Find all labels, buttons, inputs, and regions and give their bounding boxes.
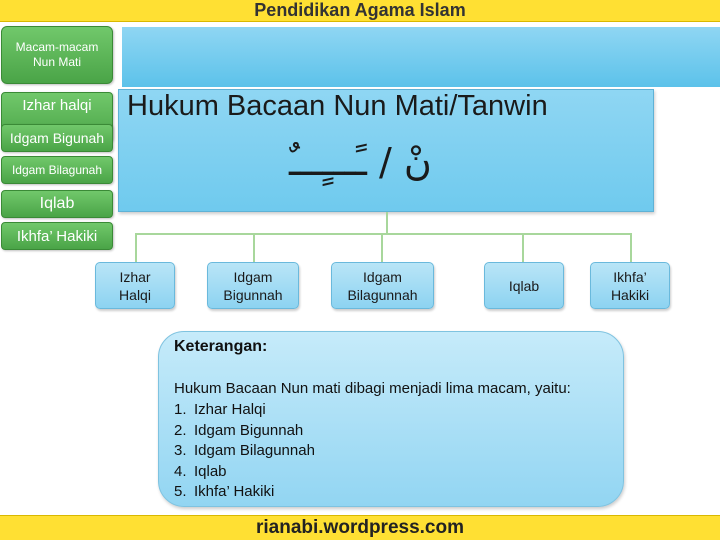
list-item-text: Izhar Halqi [194,401,266,418]
list-item-number: 4. [174,462,187,480]
sidebar-main-line2: Nun Mati [32,55,82,69]
info-intro: Hukum Bacaan Nun mati dibagi menjadi lima macam, yaitu: [174,380,571,397]
node-idgam-bigunnah[interactable] [207,262,299,309]
node-line1: Ikhfa’ [613,268,647,285]
tree-crossbar [135,233,632,235]
info-list [174,400,315,503]
blue-band [112,27,720,87]
title-panel [118,89,654,212]
info-title: Keterangan: [174,338,268,355]
node-izhar-halqi[interactable] [95,262,175,309]
list-item-text: Idgam Bilagunnah [194,442,315,459]
sidebar-item-label: Idgam Bilagunah [11,163,103,177]
node-line2: Bilagunnah [347,286,418,303]
tree-branch [381,233,383,262]
tree-branch [135,233,137,262]
node-line1: Izhar [119,268,151,285]
list-item [174,400,315,421]
list-item-number: 2. [174,421,187,439]
tree-branch [522,233,524,262]
node-line1: Idgam [233,268,273,285]
footer-bar [0,515,720,540]
panel-heading: Hukum Bacaan Nun Mati/Tanwin [127,90,548,122]
node-line1: Iqlab [508,277,540,294]
tree-branch [630,233,632,262]
node-ikhfa-hakiki[interactable] [590,262,670,309]
list-item [174,462,315,483]
list-item [174,441,315,462]
sidebar-item-label: Izhar halqi [22,97,92,114]
sidebar-item-label: Ikhfa’ Hakiki [16,227,98,245]
sidebar-item-idgam-bigunah[interactable] [1,124,113,152]
sidebar-item-iqlab[interactable] [1,190,113,218]
list-item [174,421,315,442]
arabic-symbols: نْ / ـًـــٍـــٌ [289,140,432,184]
sidebar-item-idgam-bilagunah[interactable] [1,156,113,184]
sidebar-item-label: Idgam Bigunah [9,130,105,146]
sidebar-item-label: Iqlab [39,195,75,212]
tree-branch [253,233,255,262]
info-box [158,331,624,507]
tree-trunk [386,212,388,234]
header-title: Pendidikan Agama Islam [254,0,466,20]
node-line1: Idgam [363,268,402,285]
header-bar [0,0,720,22]
list-item-number: 5. [174,483,187,500]
footer-text: rianabi.wordpress.com [255,517,464,538]
list-item-text: Idgam Bigunnah [194,421,304,439]
node-idgam-bilagunnah[interactable] [331,262,434,309]
node-line2: Halqi [119,286,151,303]
list-item-text: Iqlab [194,462,227,480]
node-iqlab[interactable] [484,262,564,309]
sidebar-main-line1: Macam-macam [15,40,99,54]
sidebar-main-button[interactable] [1,26,113,84]
list-item-number: 3. [174,442,187,459]
list-item [174,482,315,503]
node-line2: Hakiki [610,286,650,303]
list-item-text: Ikhfa’ Hakiki [194,483,275,500]
list-item-number: 1. [174,401,187,418]
node-line2: Bigunnah [223,286,283,303]
sidebar-item-ikhfa-hakiki[interactable] [1,222,113,250]
